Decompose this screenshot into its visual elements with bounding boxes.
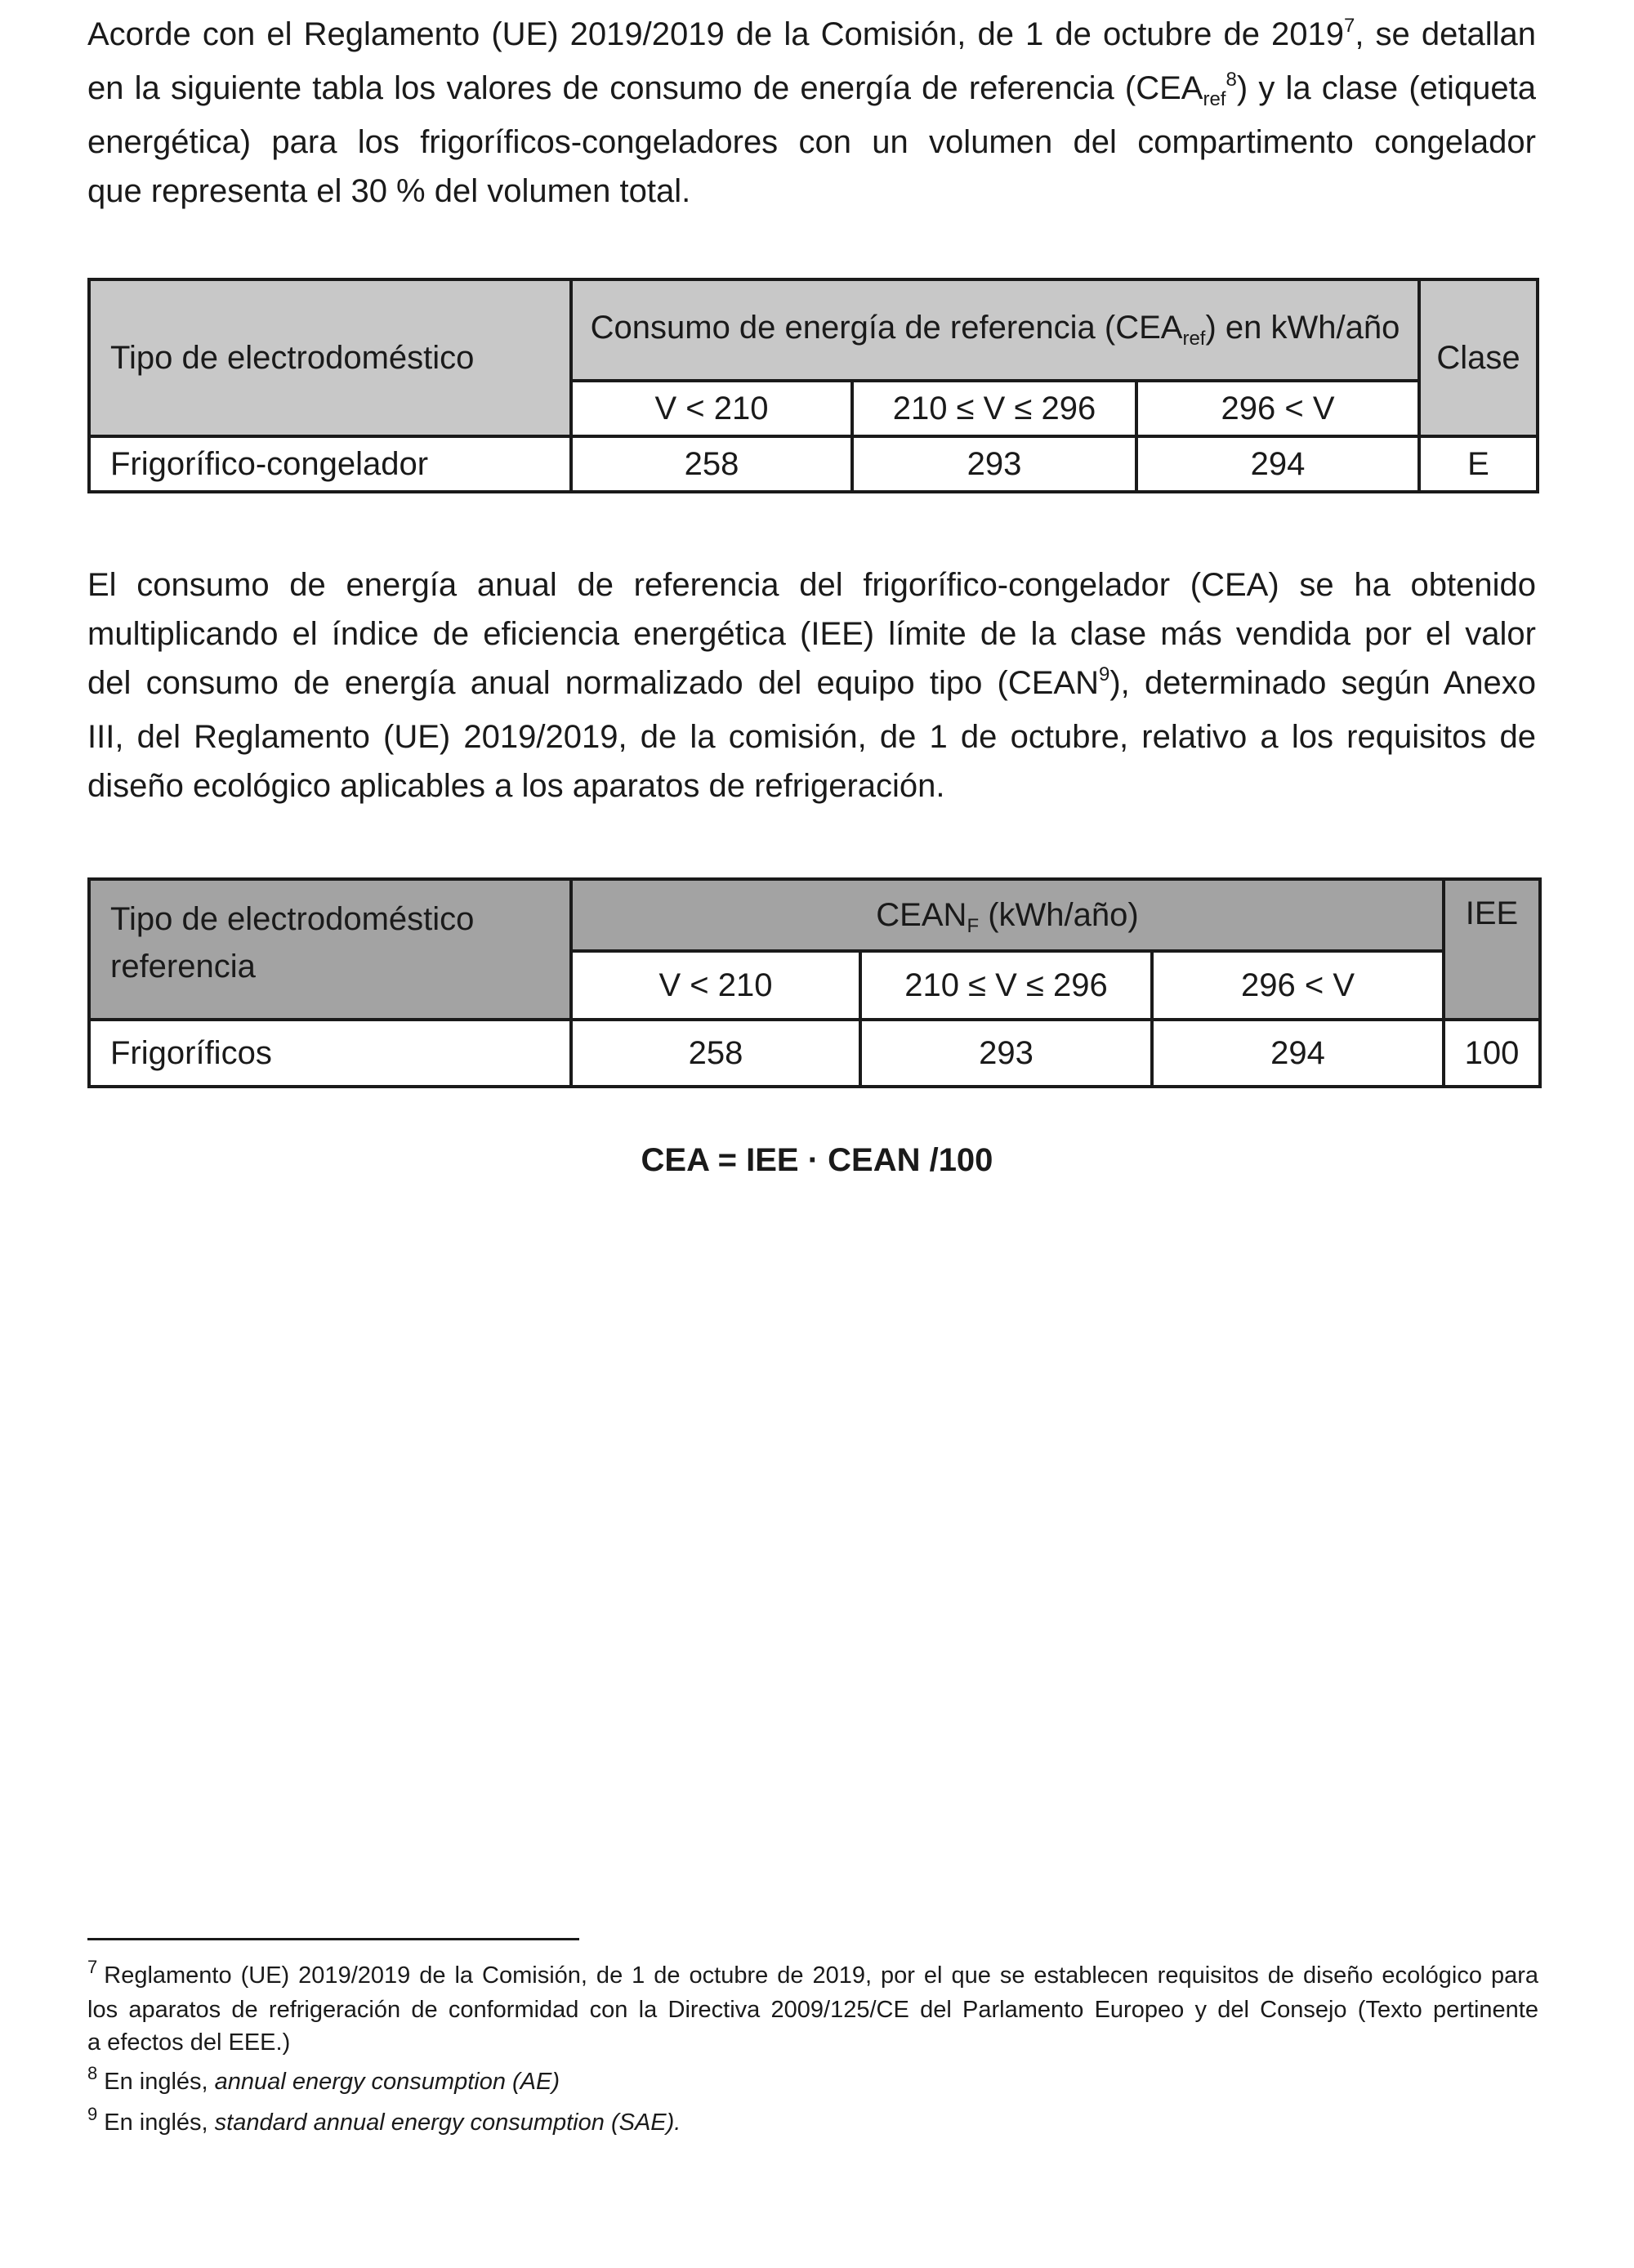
- footnote-8: [87, 2065, 1538, 2100]
- row-label: Frigoríficos: [89, 1020, 571, 1087]
- footnote-english-term: standard annual energy consumption (SAE).: [214, 2110, 681, 2136]
- header-subscript: ref: [1182, 328, 1206, 350]
- footnote-marker: 7: [87, 1957, 98, 1977]
- intro-line-1: [87, 10, 1536, 64]
- method-text: del consumo de energía anual normalizado del equipo tipo (CEAN: [87, 665, 1099, 701]
- row-label: Frigorífico-congelador: [89, 436, 571, 492]
- footnote-ref-9[interactable]: 9: [1099, 663, 1110, 685]
- method-line-3: [87, 659, 1536, 712]
- footnote-7-line-1: [87, 1959, 1538, 1993]
- formula: CEA = IEE · CEAN /100: [641, 1142, 993, 1178]
- footnote-ref-7[interactable]: 7: [1344, 15, 1355, 37]
- header-text: (kWh/año): [979, 896, 1139, 933]
- intro-line-2: [87, 64, 1536, 118]
- subscript-ref: ref: [1203, 88, 1226, 110]
- footnote-text: En inglés,: [104, 2110, 208, 2136]
- header-reference-consumption: [571, 279, 1419, 381]
- cell-value: 258: [571, 1020, 860, 1087]
- footnote-7: [87, 1959, 1538, 2059]
- header-class: Clase: [1419, 279, 1538, 436]
- method-text: ), determinado según Anexo: [1109, 665, 1537, 701]
- header-range-low: V < 210: [571, 951, 860, 1020]
- intro-text: ) y la clase (etiqueta: [1236, 70, 1536, 106]
- footnotes: [87, 1959, 1538, 2147]
- footnote-9: [87, 2106, 1538, 2141]
- intro-text: Acorde con el Reglamento (UE) 2019/2019 de la Comisión, de 1 de octubre de 2019: [87, 16, 1344, 52]
- cell-iee: 100: [1444, 1020, 1540, 1087]
- footnote-7-line-2: los aparatos de refrigeración de conformidad con la Directiva 2009/125/CE del Parlamento Europeo y del Consejo (Texto pertinente: [87, 1997, 1538, 2023]
- header-cean: [571, 879, 1444, 951]
- reference-consumption-table: [87, 278, 1539, 493]
- method-line-2: multiplicando el índice de eficiencia energética (IEE) límite de la clase más vendida por el valor: [87, 616, 1536, 652]
- intro-text: , se detallan: [1355, 16, 1536, 52]
- header-text: Consumo de energía de referencia (CEA: [590, 310, 1183, 346]
- header-range-high: 296 < V: [1136, 381, 1419, 436]
- footnote-separator: [87, 1938, 579, 1940]
- header-appliance-type-reference: Tipo de electrodoméstico referencia: [89, 879, 571, 1020]
- header-range-high: 296 < V: [1152, 951, 1444, 1020]
- header-appliance-type: Tipo de electrodoméstico: [89, 279, 571, 436]
- cell-class: E: [1419, 436, 1538, 492]
- footnote-text: En inglés,: [104, 2069, 208, 2095]
- cell-value: 294: [1152, 1020, 1444, 1087]
- footnote-text: Reglamento (UE) 2019/2019 de la Comisión, de 1 de octubre de 2019, por el que se establecen requisitos de diseño ecológico para: [104, 1962, 1538, 1989]
- method-line-4: III, del Reglamento (UE) 2019/2019, de la comisión, de 1 de octubre, relativo a los requisitos de: [87, 719, 1536, 755]
- footnote-english-term: annual energy consumption (AE): [214, 2069, 560, 2095]
- cell-value: 293: [860, 1020, 1152, 1087]
- method-line-1: El consumo de energía anual de referencia del frigorífico-congelador (CEA) se ha obtenido: [87, 567, 1536, 603]
- header-text: ) en kWh/año: [1205, 310, 1400, 346]
- header-range-mid: 210 ≤ V ≤ 296: [852, 381, 1136, 436]
- header-range-low: V < 210: [571, 381, 852, 436]
- header-text: CEAN: [876, 896, 967, 933]
- method-line-5: diseño ecológico aplicables a los aparatos de refrigeración.: [87, 768, 945, 804]
- footnote-marker: 8: [87, 2063, 98, 2083]
- intro-paragraph: [87, 10, 1536, 216]
- header-subscript: F: [967, 914, 980, 937]
- table-row: [89, 1020, 1540, 1087]
- intro-line-3: energética) para los frigoríficos-congeladores con un volumen del compartimento congelador: [87, 124, 1536, 160]
- header-iee: IEE: [1444, 879, 1540, 1020]
- cell-value: 293: [852, 436, 1136, 492]
- header-range-mid: 210 ≤ V ≤ 296: [860, 951, 1152, 1020]
- table-row: [89, 436, 1538, 492]
- footnote-ref-8[interactable]: 8: [1226, 69, 1237, 91]
- footnote-marker: 9: [87, 2104, 98, 2124]
- intro-text: en la siguiente tabla los valores de consumo de energía de referencia (CEA: [87, 70, 1203, 106]
- intro-line-4: que representa el 30 % del volumen total.: [87, 173, 691, 209]
- cell-value: 258: [571, 436, 852, 492]
- cean-table: [87, 877, 1542, 1088]
- method-paragraph: [87, 560, 1536, 810]
- cell-value: 294: [1136, 436, 1419, 492]
- footnote-7-line-3: a efectos del EEE.): [87, 2029, 291, 2056]
